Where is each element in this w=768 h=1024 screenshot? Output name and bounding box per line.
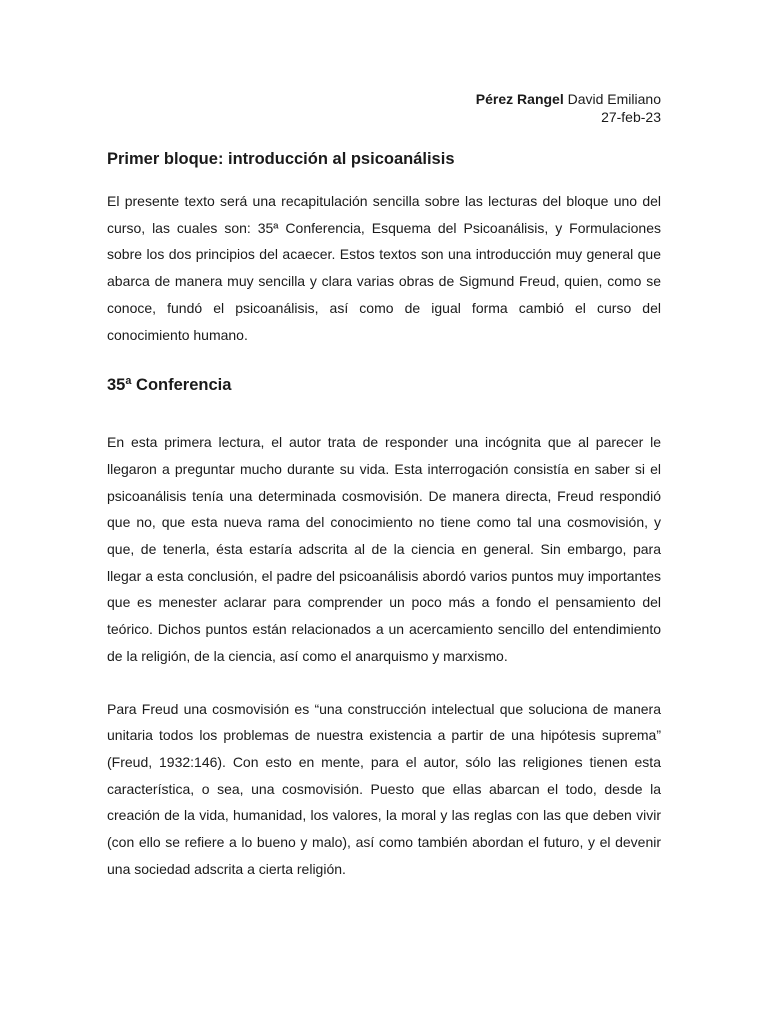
- author-surname: Pérez Rangel: [475, 91, 564, 107]
- document-title: Primer bloque: introducción al psicoanálisis: [107, 150, 455, 168]
- intro-paragraph: El presente texto será una recapitulación sencilla sobre las lecturas del bloque uno del curso, las cuales son: 35ª Conferencia, Esquema del Psicoanálisis, y Formulaciones sobre los dos principios del acaecer. Estos textos son una introducción muy general que abarca de manera muy sencilla y clara varias obras de Sigmund Freud, quien, como se conoce, fundó el psicoanálisis, así como de igual forma cambió el curso del conocimiento humano.: [107, 193, 661, 343]
- document-page: [107, 90, 661, 882]
- body-paragraph-2: En esta primera lectura, el autor trata de responder una incógnita que al parecer le llegaron a preguntar mucho durante su vida. Esta interrogación consistía en saber si el psicoanálisis tenía una determinada cosmovisión. De manera directa, Freud respondió que no, que esta nueva rama del conocimiento no tiene como tal una cosmovisión, y que, de tenerla, ésta estaría adscrita al de la ciencia en general. Sin embargo, para llegar a esta conclusión, el padre del psicoanálisis abordó varios puntos muy importantes que es menester aclarar para comprender un poco más a fondo el pensamiento del teórico. Dichos puntos están relacionados a un acercamiento sencillo del entendimiento de la religión, de la ciencia, así como el anarquismo y marxismo.: [107, 434, 661, 664]
- author-given-names: David Emiliano: [567, 91, 661, 107]
- body-paragraph-3: Para Freud una cosmovisión es “una construcción intelectual que soluciona de manera unitaria todos los problemas de nuestra existencia a partir de una hipótesis suprema” (Freud, 1932:146). Con esto en mente, para el autor, sólo las religiones tienen esta característica, o sea, una cosmovisión. Puesto que ellas abarcan el todo, desde la creación de la vida, humanidad, los valores, la moral y las reglas con las que deben vivir (con ello se refiere a lo bueno y malo), así como también abordan el futuro, y el devenir una sociedad adscrita a cierta religión.: [107, 700, 661, 877]
- author-header: [107, 90, 661, 126]
- section-heading: 35ª Conferencia: [107, 376, 232, 395]
- author-name: [107, 90, 661, 108]
- document-date: 27-feb-23: [601, 109, 661, 125]
